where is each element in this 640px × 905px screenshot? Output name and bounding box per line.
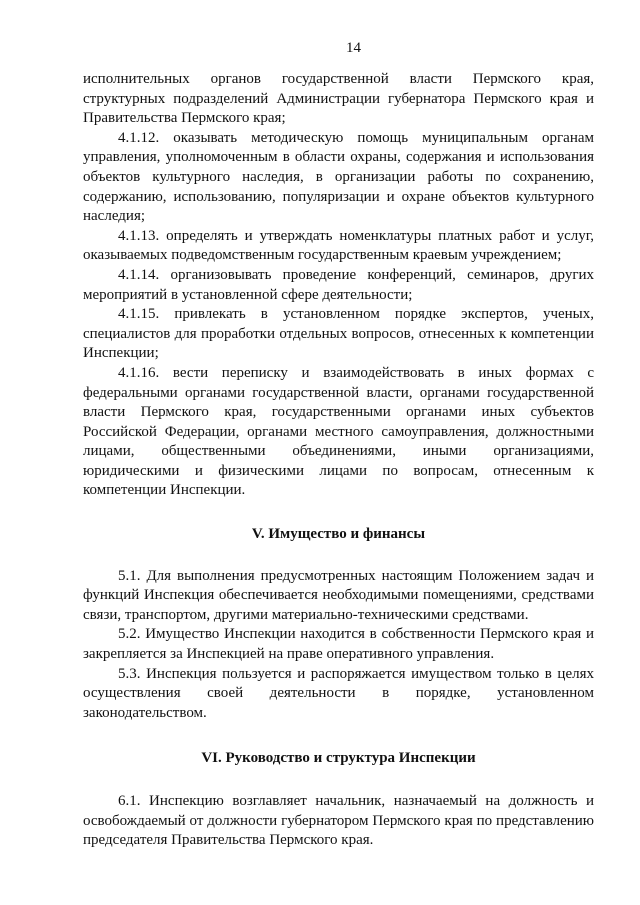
paragraph-4-1-15: 4.1.15. привлекать в установленном порядке экспертов, ученых, специалистов для проработки отдельных вопросов, отнесенных к компетенции Инспекции; — [83, 306, 594, 362]
section-heading-v: V. Имущество и финансы — [251, 526, 426, 543]
paragraph-continuation: исполнительных органов государственной власти Пермского края, структурных подразделений Администрации губернатора Пермского края и Правительства Пермского края; — [83, 71, 594, 127]
paragraph-4-1-13: 4.1.13. определять и утверждать номенклатуры платных работ и услуг, оказываемых подведомственным государственным краевым учреждением; — [83, 227, 594, 264]
paragraph-4-1-14: 4.1.14. организовывать проведение конференций, семинаров, других мероприятий в установленной сфере деятельности; — [83, 266, 594, 303]
paragraph-5-3: 5.3. Инспекция пользуется и распоряжается имуществом только в целях осуществления своей деятельности в порядке, установленном законодательством. — [83, 665, 594, 721]
paragraph-5-2: 5.2. Имущество Инспекции находится в собственности Пермского края и закрепляется за Инспекцией на праве оперативного управления. — [83, 626, 594, 663]
page-number: 14 — [346, 40, 361, 56]
paragraph-5-1: 5.1. Для выполнения предусмотренных настоящим Положением задач и функций Инспекция обеспечивается необходимыми помещениями, средствами связи, транспортом, другими материально-техническими средствами. — [83, 567, 594, 623]
section-heading-vi: VI. Руководство и структура Инспекции — [201, 750, 476, 767]
paragraph-4-1-16: 4.1.16. вести переписку и взаимодействовать в иных формах с федеральными органами государственной власти, органами государственной власти Пермского края, государственными органами иных субъектов Российской Федерации, органами местного самоуправления, должностными лицами, общественными объединениями, иными организациями, юридическими и физическими лицами по вопросам, отнесенным к компетенции Инспекции. — [83, 364, 594, 499]
paragraph-4-1-12: 4.1.12. оказывать методическую помощь муниципальным органам управления, уполномоченным в области охраны, содержания и использования объектов культурного наследия, в организации работы по сохранению, содержанию, использованию, популяризации и охране объектов культурного наследия; — [83, 129, 594, 225]
paragraph-6-1: 6.1. Инспекцию возглавляет начальник, назначаемый на должность и освобождаемый от должности губернатором Пермского края по представлению председателя Правительства Пермского края. — [83, 793, 594, 849]
